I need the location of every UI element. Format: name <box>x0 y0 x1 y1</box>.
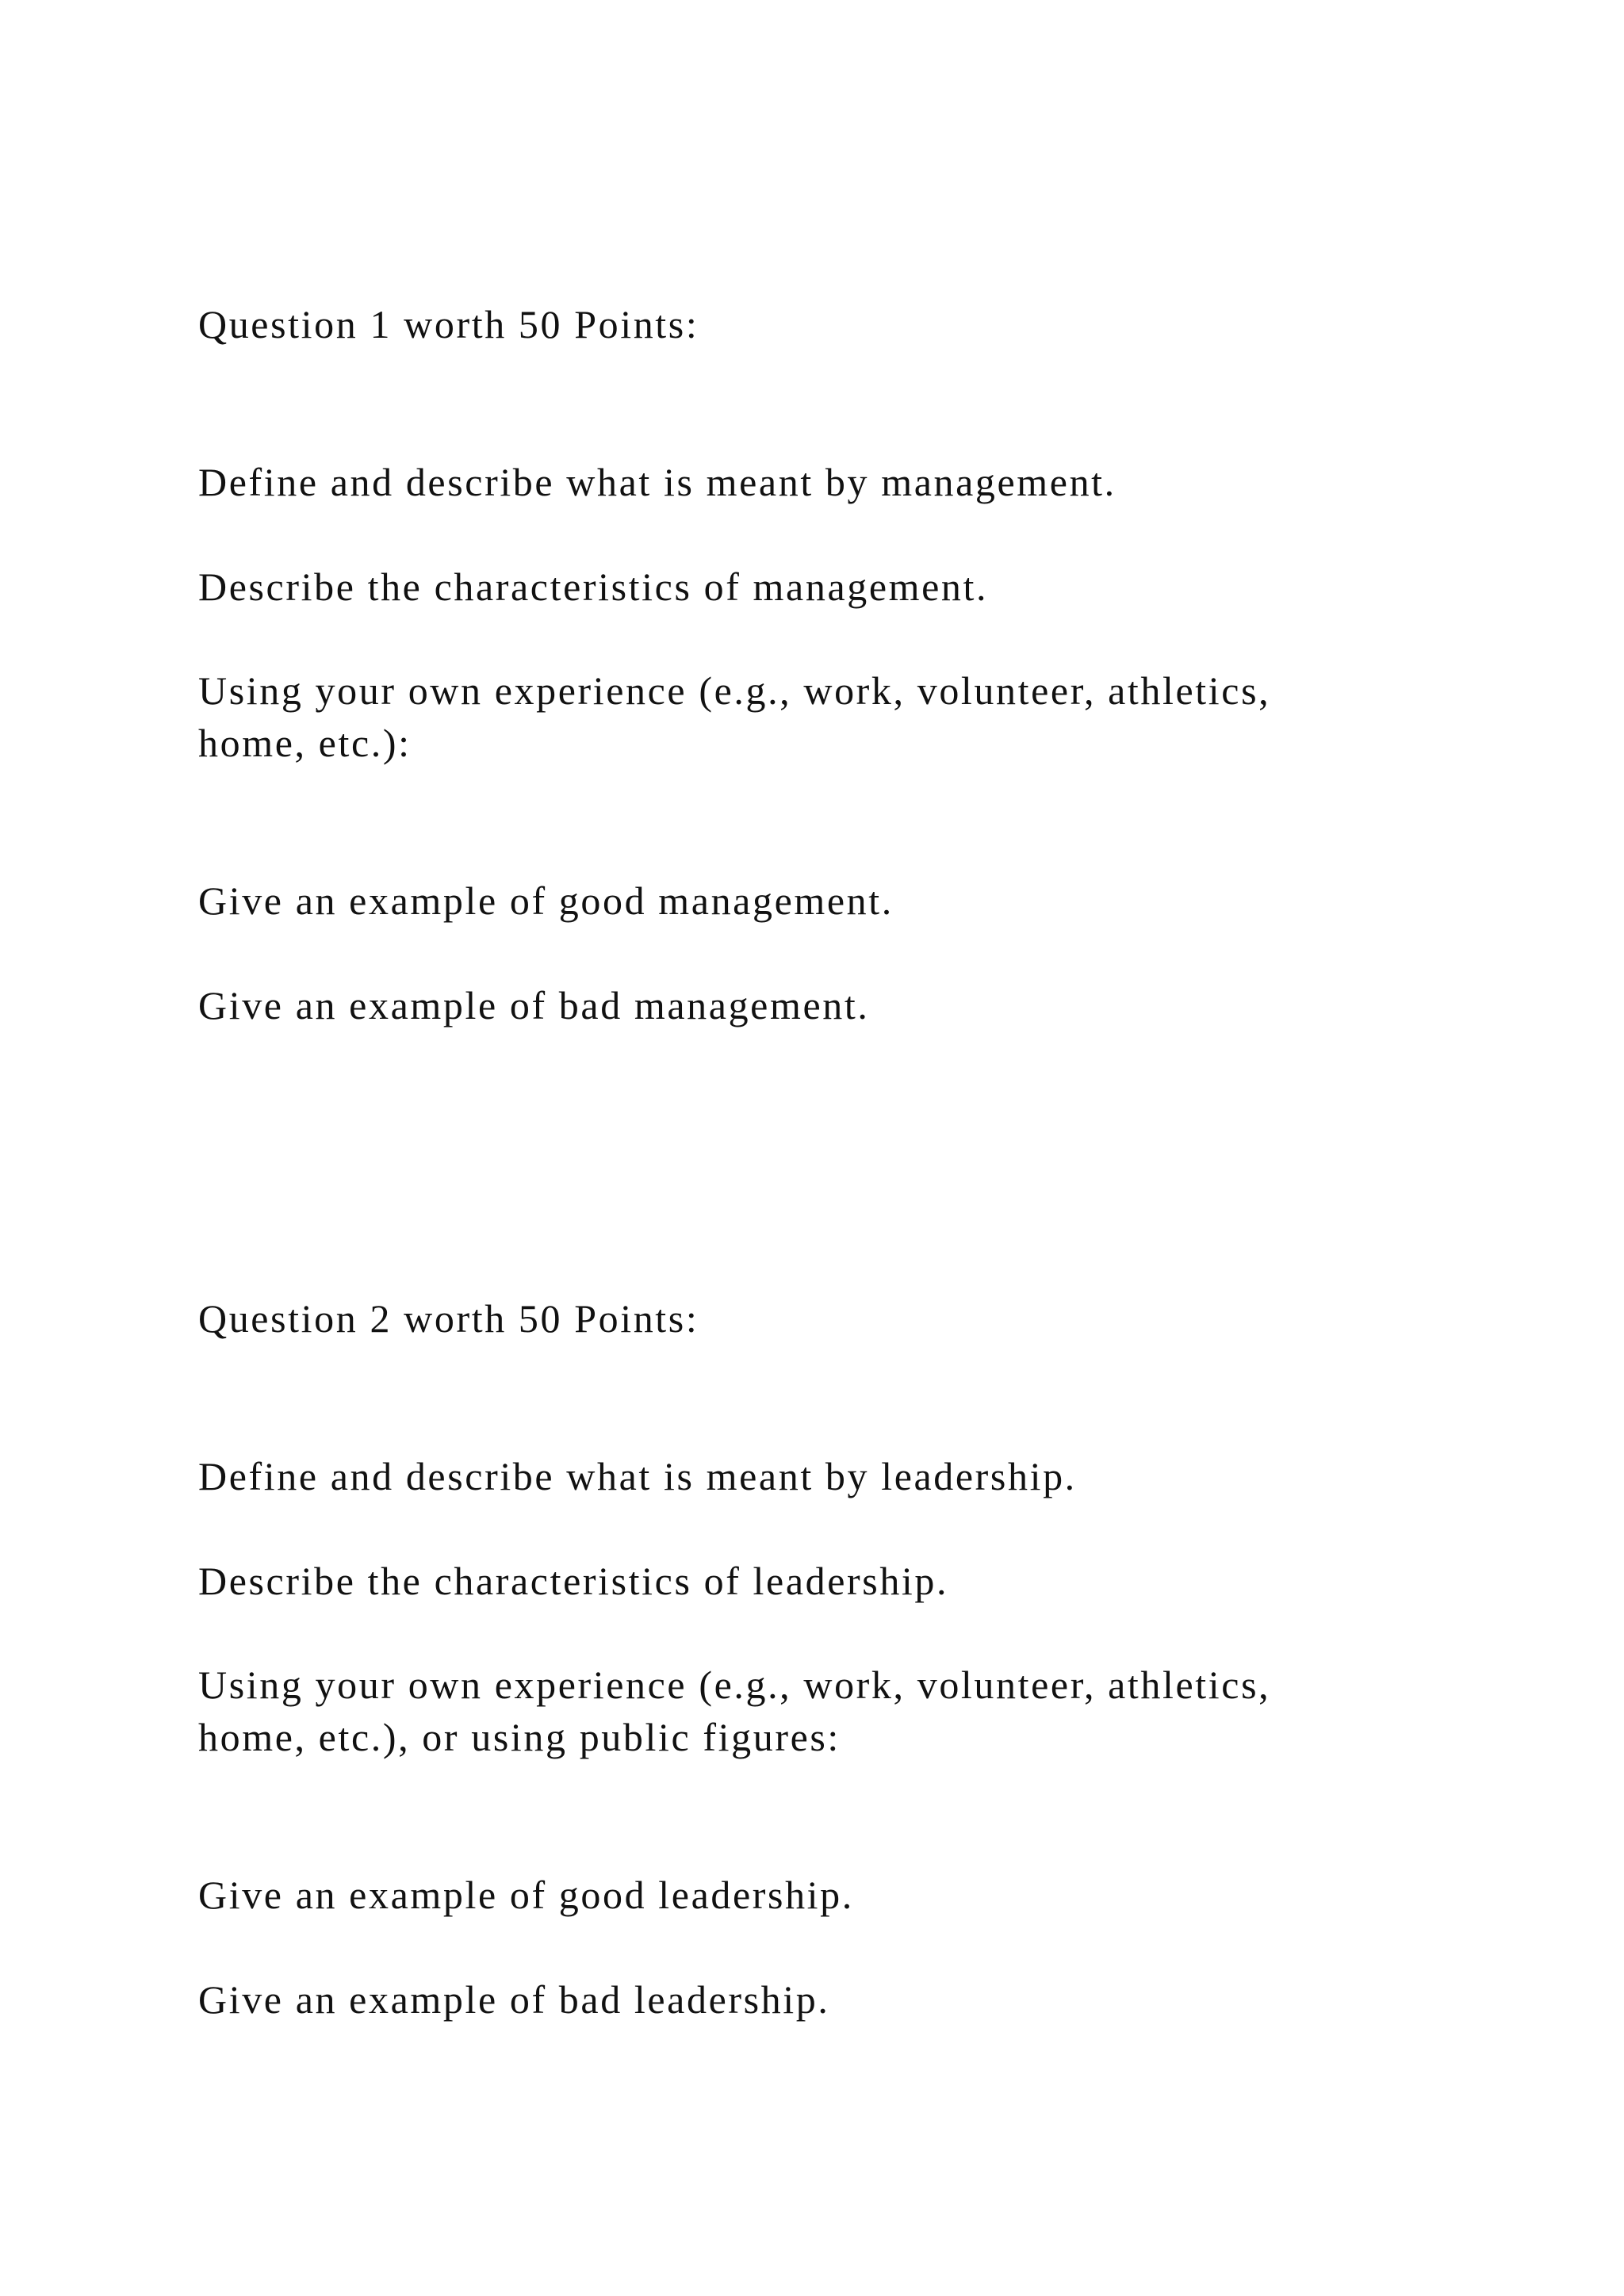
question-2-good-example-prompt: Give an example of good leadership. <box>198 1873 854 1917</box>
question-1-experience-prompt-line-2: home, etc.): <box>198 721 412 765</box>
question-1-title: Question 1 worth 50 Points: <box>198 302 699 346</box>
question-2-experience-prompt-line-1: Using your own experience (e.g., work, volunteer, athletics, <box>198 1663 1271 1707</box>
question-2-title: Question 2 worth 50 Points: <box>198 1296 699 1341</box>
question-1-experience-prompt-line-1: Using your own experience (e.g., work, volunteer, athletics, <box>198 668 1271 713</box>
question-1-define-prompt: Define and describe what is meant by management. <box>198 460 1116 504</box>
question-2-bad-example-prompt: Give an example of bad leadership. <box>198 1977 830 2022</box>
question-2-experience-prompt-line-2: home, etc.), or using public figures: <box>198 1715 841 1759</box>
question-1-bad-example-prompt: Give an example of bad management. <box>198 983 870 1027</box>
question-2-define-prompt: Define and describe what is meant by leadership. <box>198 1454 1077 1498</box>
question-1-characteristics-prompt: Describe the characteristics of management. <box>198 564 989 609</box>
question-1-good-example-prompt: Give an example of good management. <box>198 878 894 923</box>
question-2-characteristics-prompt: Describe the characteristics of leadership. <box>198 1559 949 1603</box>
